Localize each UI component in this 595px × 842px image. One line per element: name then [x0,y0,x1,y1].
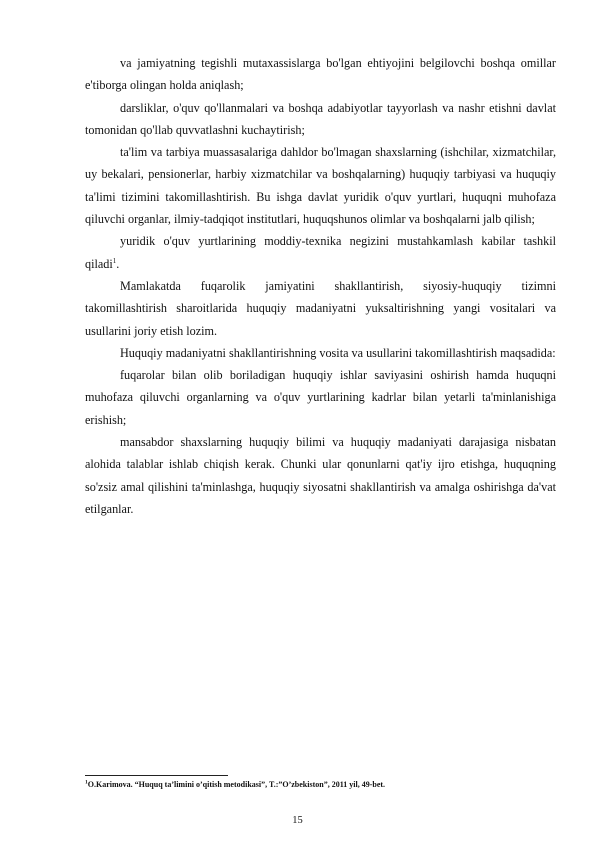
paragraph-6: Huquqiy madaniyatni shakllantirishning vosita va usullarini takomillashtirish maqsadida: [120,345,556,360]
paragraph-3: ta'lim va tarbiya muassasalariga dahldor bo'lmagan shaxslarning (ishchilar, xizmatchilar, uy bekalari, pensionerlar, harbiy xizmatchilar va boshqalarning) huquqiy tarbiyasi va huquqiy ta'limi tizimini takomillashtirish. Bu ishga davlat yuridik o'quv yurtlari, huquqni muhofaza qiluvchi organlar, ilmiy-tadqiqot institutlari, huquqshunos olimlar va boshqalarni jalb qilish; [85,145,556,227]
paragraph-4-end: . [116,256,120,271]
paragraph-8: mansabdor shaxslarning huquqiy bilimi va huquqiy madaniyati darajasiga nisbatan alohida talablar ishlab chiqish kerak. Chunki ular qonunlarni qat'iy ijro etishga, huquqning so'zsiz amal qilishini ta'minlashga, huquqiy siyosatni shakllantirish va amalga oshirishga da'vat etilganlar. [85,435,556,516]
paragraph-2: darsliklar, o'quv qo'llanmalari va boshqa adabiyotlar tayyorlash va nashr etishni davlat tomonidan qo'llab quvvatlashni kuchaytirish; [85,100,556,137]
paragraph-5: Mamlakatda fuqarolik jamiyatini shakllantirish, siyosiy-huquqiy tizimni takomillashtirish sharoitlarida huquqiy madaniyatni yuksaltirishning yangi vositalari va usullarini joriy etish lozim. [85,278,556,338]
paragraph-7: fuqarolar bilan olib boriladigan huquqiy ishlar saviyasini oshirish hamda huquqni muhofaza qiluvchi organlarning va o'quv yurtlarining kadrlar bilan yetarli ta'minlanishiga erishish; [85,368,556,427]
paragraph-1: va jamiyatning tegishli mutaxassislarga bo'lgan ehtiyojini belgilovchi boshqa omillar e'tiborga olingan holda aniqlash; [85,56,556,93]
footnote-text: O.Karimova. “Huquq ta’limini o’qitish metodikasi”, T.:”O’zbekiston”, 2011 yil, 49-bet. [87,780,386,789]
page-number: 15 [292,815,303,826]
body-text [85,52,556,520]
footnote-mark: 1 [85,779,88,786]
footnote [85,780,556,790]
paragraph-4-text: yuridik o'quv yurtlarining moddiy-texnika negizini mustahkamlash kabilar tashkil qiladi [85,234,556,271]
footnote-separator [85,775,228,776]
paragraph-4 [85,230,556,275]
footnote-reference[interactable]: 1 [112,256,117,265]
